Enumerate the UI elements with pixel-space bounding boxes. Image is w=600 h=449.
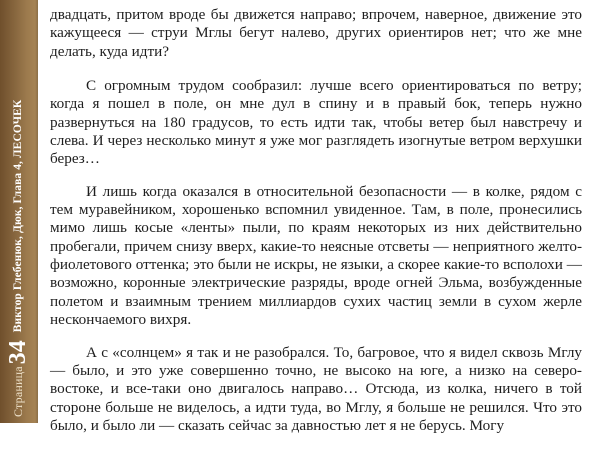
paragraph-2: С огромным трудом сообразил: лучше всего ориентироваться по ветру; когда я пошел в поле, он мне дул в спину и в правый бок, теперь нужно развернуться на 180 градусов, то есть идти так, чтобы ветер был навстречу и слева. И через несколько минут я уже мог разглядеть изогнутые ветром верхушки берез… (50, 77, 582, 168)
paragraph-1: двадцать, притом вроде бы движется направо; впрочем, наверное, движение это кажущееся — струи Мглы бегут налево, других ориентиров нет; что же мне делать, куда идти? (50, 6, 582, 60)
side-caption (4, 7, 32, 417)
page-label: Страница (10, 366, 25, 417)
paragraph-4: А с «солнцем» я так и не разобрался. То, багровое, что я видел сквозь Мглу — было, и это уже совершенно точно, не высоко на юге, а низко на северо-востоке, и все-таки оно двигалось направо… Отсюда, из колка, ничего в той стороне больше не виделось, а идти туда, во Мглу, я больше не решился. Что это было, и было ли — сказать сейчас за давностью лет я не берусь. Могу (50, 343, 582, 434)
page-number: 34 (5, 340, 31, 365)
paragraph-3: И лишь когда оказался в относительной безопасности — в колке, рядом с тем муравейником, хорошенько вспомнил увиденное. Там, в поле, пронесились мимо лишь косые «ленты» пыли, по краям некоторых из них действительно пробегали, причем снизу вверх, какие-то неясные отсветы — неприятного желто-фиолетового оттенка; это были не искры, не языки, а скорее какие-то всполохи — возможно, коронные электрические разряды, вроде огней Эльма, возбужденные полетом и взаимным трением миллиардов сухих частиц земли в сухом жерле нескончаемого вихря. (50, 182, 582, 329)
page-body-text (50, 6, 582, 449)
book-chapter-title: Виктор Глебенюк, Дюк, Глава 4, ЛЕСОЧЕК (12, 99, 24, 333)
